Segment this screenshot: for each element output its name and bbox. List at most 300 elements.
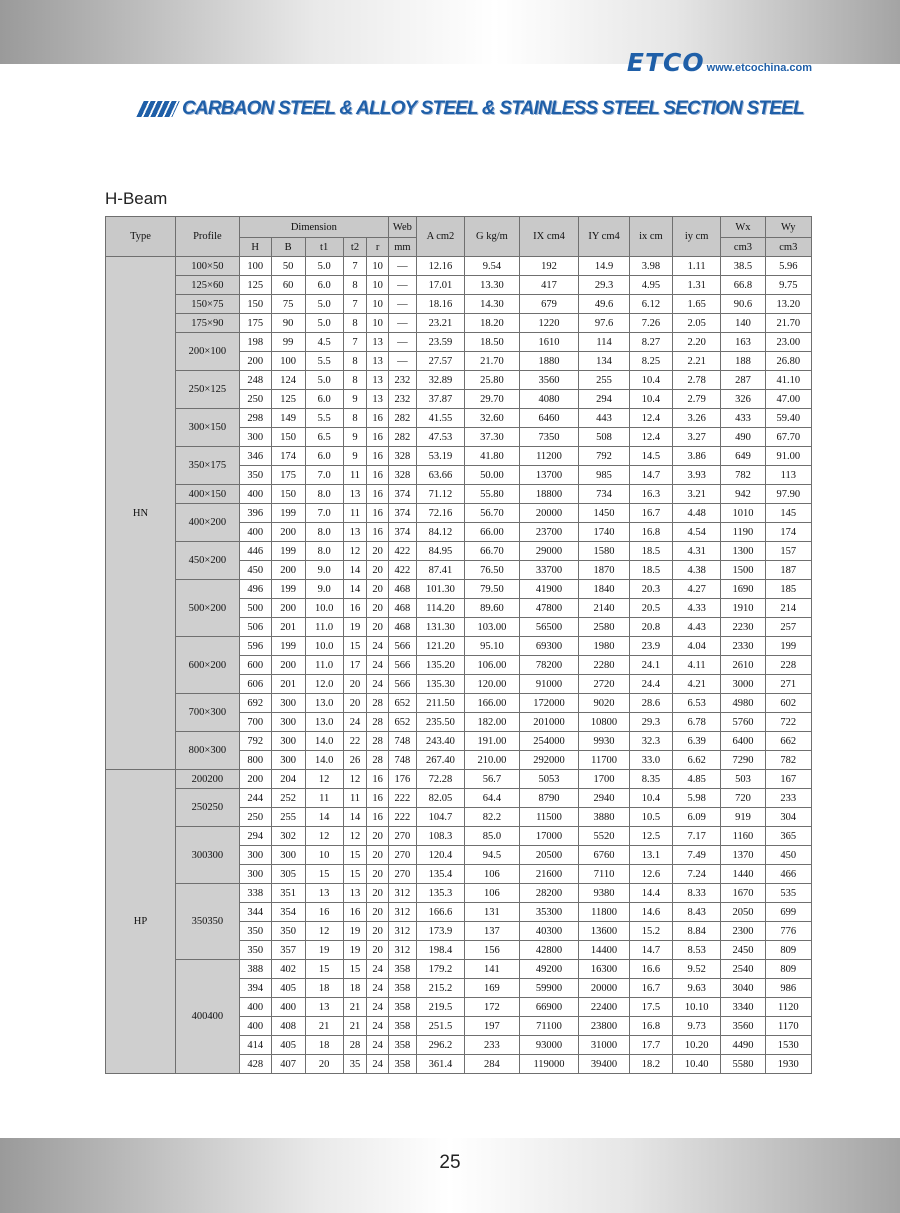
table-cell: 20000 xyxy=(519,504,579,523)
table-cell: 1880 xyxy=(519,352,579,371)
table-cell: 13 xyxy=(367,333,389,352)
table-cell: 66.00 xyxy=(465,523,520,542)
profile-cell: 100×50 xyxy=(175,257,239,276)
table-cell: 4.27 xyxy=(672,580,720,599)
table-row xyxy=(106,409,812,428)
table-cell: 97.90 xyxy=(765,485,811,504)
table-cell: 14 xyxy=(343,808,367,827)
table-cell: 66.8 xyxy=(721,276,765,295)
table-row xyxy=(106,333,812,352)
table-cell: 21 xyxy=(343,1017,367,1036)
table-row xyxy=(106,276,812,295)
header-iy-radius: iy cm xyxy=(672,217,720,257)
table-cell: 21600 xyxy=(519,865,579,884)
table-cell: 24 xyxy=(367,998,389,1017)
table-cell: 12 xyxy=(343,827,367,846)
table-cell: 919 xyxy=(721,808,765,827)
section-title: H-Beam xyxy=(105,189,168,208)
table-cell: 466 xyxy=(765,865,811,884)
profile-cell: 450×200 xyxy=(175,542,239,580)
table-cell: — xyxy=(389,333,417,352)
table-cell: 8 xyxy=(343,314,367,333)
table-cell: 358 xyxy=(389,1036,417,1055)
table-cell: 374 xyxy=(389,523,417,542)
table-cell: 23.9 xyxy=(629,637,672,656)
table-cell: 257 xyxy=(765,618,811,637)
table-cell: 31000 xyxy=(579,1036,629,1055)
table-cell: 100 xyxy=(271,352,305,371)
table-cell: 5760 xyxy=(721,713,765,732)
profile-cell: 250×125 xyxy=(175,371,239,409)
table-cell: 14400 xyxy=(579,941,629,960)
table-cell: 328 xyxy=(389,466,417,485)
table-cell: 21.70 xyxy=(465,352,520,371)
table-cell: — xyxy=(389,352,417,371)
table-cell: 200 xyxy=(271,656,305,675)
table-cell: 8 xyxy=(343,352,367,371)
table-cell: 20 xyxy=(367,846,389,865)
table-cell: 175 xyxy=(239,314,271,333)
table-cell: 468 xyxy=(389,580,417,599)
table-cell: 18 xyxy=(305,979,343,998)
table-cell: 9.52 xyxy=(672,960,720,979)
table-cell: 4.95 xyxy=(629,276,672,295)
table-cell: 304 xyxy=(765,808,811,827)
table-cell: 32.3 xyxy=(629,732,672,751)
table-cell: 29.3 xyxy=(629,713,672,732)
table-cell: 198 xyxy=(239,333,271,352)
table-cell: 20 xyxy=(367,903,389,922)
profile-cell: 350350 xyxy=(175,884,239,960)
table-cell: 60 xyxy=(271,276,305,295)
table-cell: 8.53 xyxy=(672,941,720,960)
table-cell: 140 xyxy=(721,314,765,333)
table-cell: 19 xyxy=(343,618,367,637)
table-cell: 8.0 xyxy=(305,485,343,504)
table-cell: 782 xyxy=(721,466,765,485)
table-cell: 20 xyxy=(367,941,389,960)
brand-url: www.etcochina.com xyxy=(706,62,812,74)
table-cell: 2.79 xyxy=(672,390,720,409)
table-cell: 119000 xyxy=(519,1055,579,1074)
table-cell: 156 xyxy=(465,941,520,960)
table-cell: 76.50 xyxy=(465,561,520,580)
table-cell: 1370 xyxy=(721,846,765,865)
table-cell: 1740 xyxy=(579,523,629,542)
table-cell: 7 xyxy=(343,333,367,352)
table-cell: 149 xyxy=(271,409,305,428)
table-row xyxy=(106,637,812,656)
table-cell: 200 xyxy=(239,352,271,371)
table-cell: 15.2 xyxy=(629,922,672,941)
table-cell: 150 xyxy=(239,295,271,314)
table-cell: 200 xyxy=(271,523,305,542)
table-cell: 351 xyxy=(271,884,305,903)
table-cell: 16 xyxy=(367,485,389,504)
table-cell: 11500 xyxy=(519,808,579,827)
table-cell: 9.73 xyxy=(672,1017,720,1036)
table-cell: 13 xyxy=(305,884,343,903)
table-cell: 6.62 xyxy=(672,751,720,770)
table-cell: 443 xyxy=(579,409,629,428)
table-cell: 20500 xyxy=(519,846,579,865)
profile-cell: 200200 xyxy=(175,770,239,789)
table-cell: 6.53 xyxy=(672,694,720,713)
table-cell: 294 xyxy=(579,390,629,409)
table-cell: 106.00 xyxy=(465,656,520,675)
table-cell: 49200 xyxy=(519,960,579,979)
table-cell: 201 xyxy=(271,675,305,694)
table-cell: 15 xyxy=(343,960,367,979)
table-cell: 114.20 xyxy=(416,599,464,618)
table-cell: 35 xyxy=(343,1055,367,1074)
table-cell: 24 xyxy=(367,656,389,675)
table-cell: 24.4 xyxy=(629,675,672,694)
table-cell: 8.27 xyxy=(629,333,672,352)
table-cell: 35300 xyxy=(519,903,579,922)
table-cell: 7.17 xyxy=(672,827,720,846)
table-cell: 16 xyxy=(367,409,389,428)
table-cell: 10.0 xyxy=(305,637,343,656)
table-row xyxy=(106,504,812,523)
table-cell: 270 xyxy=(389,846,417,865)
table-cell: 3.86 xyxy=(672,447,720,466)
table-cell: 198.4 xyxy=(416,941,464,960)
table-cell: 185 xyxy=(765,580,811,599)
table-cell: 23.00 xyxy=(765,333,811,352)
table-cell: 3.93 xyxy=(672,466,720,485)
table-cell: 199 xyxy=(765,637,811,656)
table-cell: 200 xyxy=(271,599,305,618)
table-cell: 12 xyxy=(305,827,343,846)
table-cell: 408 xyxy=(271,1017,305,1036)
table-cell: 1980 xyxy=(579,637,629,656)
table-cell: 11 xyxy=(343,504,367,523)
header-ix-radius: ix cm xyxy=(629,217,672,257)
table-cell: 91000 xyxy=(519,675,579,694)
table-cell: 692 xyxy=(239,694,271,713)
table-cell: 250 xyxy=(239,390,271,409)
table-cell: 16 xyxy=(343,599,367,618)
table-cell: 222 xyxy=(389,789,417,808)
table-cell: 14.7 xyxy=(629,466,672,485)
table-cell: 28200 xyxy=(519,884,579,903)
table-cell: 187 xyxy=(765,561,811,580)
type-cell: HN xyxy=(106,257,176,770)
table-cell: 137 xyxy=(465,922,520,941)
table-cell: 53.19 xyxy=(416,447,464,466)
table-cell: 4.21 xyxy=(672,675,720,694)
table-cell: 496 xyxy=(239,580,271,599)
table-cell: 358 xyxy=(389,998,417,1017)
table-cell: 6460 xyxy=(519,409,579,428)
table-cell: 3560 xyxy=(519,371,579,390)
profile-cell: 350×175 xyxy=(175,447,239,485)
table-cell: 19 xyxy=(343,922,367,941)
table-row xyxy=(106,580,812,599)
table-cell: 566 xyxy=(389,675,417,694)
table-cell: 9 xyxy=(343,390,367,409)
table-cell: 294 xyxy=(239,827,271,846)
table-cell: 5.0 xyxy=(305,295,343,314)
table-cell: 244 xyxy=(239,789,271,808)
table-cell: 200 xyxy=(271,561,305,580)
table-cell: 14.30 xyxy=(465,295,520,314)
table-cell: 300 xyxy=(239,428,271,447)
table-cell: 20 xyxy=(367,542,389,561)
table-cell: 5.0 xyxy=(305,314,343,333)
header-wx-top: Wx xyxy=(721,217,765,238)
table-cell: 720 xyxy=(721,789,765,808)
table-cell: 28 xyxy=(367,751,389,770)
table-cell: 12 xyxy=(305,922,343,941)
table-cell: 350 xyxy=(239,941,271,960)
table-cell: 18.50 xyxy=(465,333,520,352)
table-cell: 8.35 xyxy=(629,770,672,789)
header-iy-moment: IY cm4 xyxy=(579,217,629,257)
table-cell: 748 xyxy=(389,751,417,770)
table-cell: 17.7 xyxy=(629,1036,672,1055)
table-cell: 4.5 xyxy=(305,333,343,352)
table-cell: 20 xyxy=(367,580,389,599)
table-cell: 26.80 xyxy=(765,352,811,371)
table-cell: 305 xyxy=(271,865,305,884)
table-cell: 12.4 xyxy=(629,409,672,428)
table-cell: 199 xyxy=(271,580,305,599)
table-cell: 87.41 xyxy=(416,561,464,580)
table-cell: 600 xyxy=(239,656,271,675)
table-cell: 4.85 xyxy=(672,770,720,789)
table-cell: 312 xyxy=(389,941,417,960)
table-cell: 407 xyxy=(271,1055,305,1074)
table-cell: 204 xyxy=(271,770,305,789)
profile-cell: 400400 xyxy=(175,960,239,1074)
table-cell: 300 xyxy=(271,846,305,865)
table-cell: — xyxy=(389,257,417,276)
table-cell: 1840 xyxy=(579,580,629,599)
table-cell: 16.3 xyxy=(629,485,672,504)
table-cell: 7290 xyxy=(721,751,765,770)
table-cell: 490 xyxy=(721,428,765,447)
table-cell: 19 xyxy=(343,941,367,960)
table-cell: 8790 xyxy=(519,789,579,808)
table-cell: 173.9 xyxy=(416,922,464,941)
table-cell: — xyxy=(389,314,417,333)
table-cell: 11 xyxy=(343,789,367,808)
table-cell: 5.98 xyxy=(672,789,720,808)
table-cell: 233 xyxy=(765,789,811,808)
table-cell: 446 xyxy=(239,542,271,561)
table-cell: 215.2 xyxy=(416,979,464,998)
table-cell: 508 xyxy=(579,428,629,447)
table-cell: 748 xyxy=(389,732,417,751)
table-cell: 13 xyxy=(305,998,343,1017)
table-cell: 82.05 xyxy=(416,789,464,808)
table-cell: 106 xyxy=(465,884,520,903)
table-row xyxy=(106,770,812,789)
table-row xyxy=(106,371,812,390)
table-cell: 106 xyxy=(465,865,520,884)
table-cell: 18800 xyxy=(519,485,579,504)
table-cell: — xyxy=(389,276,417,295)
table-cell: 38.5 xyxy=(721,257,765,276)
table-cell: 1220 xyxy=(519,314,579,333)
table-cell: 5.5 xyxy=(305,409,343,428)
table-cell: 72.28 xyxy=(416,770,464,789)
table-cell: 13.1 xyxy=(629,846,672,865)
table-cell: 4080 xyxy=(519,390,579,409)
table-cell: 2580 xyxy=(579,618,629,637)
table-cell: 8 xyxy=(343,371,367,390)
table-cell: 37.30 xyxy=(465,428,520,447)
table-cell: 176 xyxy=(389,770,417,789)
table-cell: 300 xyxy=(271,732,305,751)
table-cell: 14.0 xyxy=(305,751,343,770)
table-cell: 3560 xyxy=(721,1017,765,1036)
table-cell: 5053 xyxy=(519,770,579,789)
table-cell: 292000 xyxy=(519,751,579,770)
table-cell: 4.48 xyxy=(672,504,720,523)
table-cell: 679 xyxy=(519,295,579,314)
table-cell: 10.10 xyxy=(672,998,720,1017)
table-cell: 2720 xyxy=(579,675,629,694)
header-b: B xyxy=(271,238,305,257)
table-cell: 2540 xyxy=(721,960,765,979)
table-cell: 10.4 xyxy=(629,789,672,808)
table-cell: 15 xyxy=(343,637,367,656)
table-cell: 20 xyxy=(367,599,389,618)
table-cell: 1190 xyxy=(721,523,765,542)
table-cell: 298 xyxy=(239,409,271,428)
table-cell: 2.20 xyxy=(672,333,720,352)
table-cell: 167 xyxy=(765,770,811,789)
table-row xyxy=(106,542,812,561)
table-cell: 90 xyxy=(271,314,305,333)
table-cell: 8.84 xyxy=(672,922,720,941)
profile-cell: 125×60 xyxy=(175,276,239,295)
table-cell: 809 xyxy=(765,960,811,979)
table-cell: 3.26 xyxy=(672,409,720,428)
table-cell: 10 xyxy=(367,257,389,276)
table-cell: 19 xyxy=(305,941,343,960)
table-cell: 414 xyxy=(239,1036,271,1055)
table-cell: 2330 xyxy=(721,637,765,656)
table-cell: 2140 xyxy=(579,599,629,618)
table-cell: 312 xyxy=(389,884,417,903)
profile-cell: 400×150 xyxy=(175,485,239,504)
table-cell: 270 xyxy=(389,827,417,846)
table-cell: 8.0 xyxy=(305,542,343,561)
table-cell: 300 xyxy=(271,751,305,770)
table-cell: 24 xyxy=(367,1017,389,1036)
table-cell: 282 xyxy=(389,428,417,447)
table-cell: 1120 xyxy=(765,998,811,1017)
table-cell: 2610 xyxy=(721,656,765,675)
table-cell: 11 xyxy=(305,789,343,808)
table-cell: 14.9 xyxy=(579,257,629,276)
table-cell: 312 xyxy=(389,903,417,922)
table-body xyxy=(106,257,812,1074)
table-cell: 535 xyxy=(765,884,811,903)
table-cell: 300 xyxy=(271,694,305,713)
table-cell: 29.3 xyxy=(579,276,629,295)
table-cell: 649 xyxy=(721,447,765,466)
header-web-bottom: mm xyxy=(389,238,417,257)
table-cell: 13 xyxy=(367,371,389,390)
table-cell: 114 xyxy=(579,333,629,352)
table-cell: 16 xyxy=(343,903,367,922)
table-cell: 49.6 xyxy=(579,295,629,314)
table-cell: 12 xyxy=(343,542,367,561)
table-cell: 50 xyxy=(271,257,305,276)
table-cell: 3.27 xyxy=(672,428,720,447)
table-cell: 10.4 xyxy=(629,390,672,409)
table-cell: 346 xyxy=(239,447,271,466)
table-cell: 28 xyxy=(367,713,389,732)
table-cell: 15 xyxy=(305,865,343,884)
table-cell: 13.0 xyxy=(305,713,343,732)
table-cell: 1700 xyxy=(579,770,629,789)
table-cell: 134 xyxy=(579,352,629,371)
table-cell: 15 xyxy=(343,865,367,884)
table-cell: 24 xyxy=(367,675,389,694)
table-cell: 15 xyxy=(305,960,343,979)
table-cell: 12.6 xyxy=(629,865,672,884)
table-cell: 3000 xyxy=(721,675,765,694)
table-cell: 357 xyxy=(271,941,305,960)
table-cell: 71.12 xyxy=(416,485,464,504)
profile-cell: 300×150 xyxy=(175,409,239,447)
header-profile: Profile xyxy=(175,217,239,257)
table-cell: 566 xyxy=(389,656,417,675)
table-cell: 312 xyxy=(389,922,417,941)
table-cell: 21.70 xyxy=(765,314,811,333)
table-cell: 2300 xyxy=(721,922,765,941)
table-cell: 20 xyxy=(343,694,367,713)
table-cell: 175 xyxy=(271,466,305,485)
table-cell: 652 xyxy=(389,713,417,732)
table-cell: 9.0 xyxy=(305,580,343,599)
stripe-decoration-icon xyxy=(136,101,179,117)
table-cell: 250 xyxy=(239,808,271,827)
table-cell: 13600 xyxy=(579,922,629,941)
table-cell: 145 xyxy=(765,504,811,523)
table-cell: 28.6 xyxy=(629,694,672,713)
table-cell: 235.50 xyxy=(416,713,464,732)
table-cell: 8.43 xyxy=(672,903,720,922)
table-cell: 20.8 xyxy=(629,618,672,637)
table-cell: 9.75 xyxy=(765,276,811,295)
table-cell: 14 xyxy=(343,580,367,599)
table-cell: 29.70 xyxy=(465,390,520,409)
table-cell: 6400 xyxy=(721,732,765,751)
table-cell: 10.40 xyxy=(672,1055,720,1074)
header-ix-moment: IX cm4 xyxy=(519,217,579,257)
table-cell: 3340 xyxy=(721,998,765,1017)
table-cell: 20 xyxy=(367,884,389,903)
table-cell: 417 xyxy=(519,276,579,295)
table-cell: 302 xyxy=(271,827,305,846)
table-row xyxy=(106,694,812,713)
table-cell: 6.0 xyxy=(305,447,343,466)
table-cell: 199 xyxy=(271,504,305,523)
table-cell: 24 xyxy=(367,1036,389,1055)
table-cell: 56500 xyxy=(519,618,579,637)
profile-cell: 400×200 xyxy=(175,504,239,542)
table-cell: 135.4 xyxy=(416,865,464,884)
table-cell: 10 xyxy=(367,276,389,295)
table-cell: 27.57 xyxy=(416,352,464,371)
